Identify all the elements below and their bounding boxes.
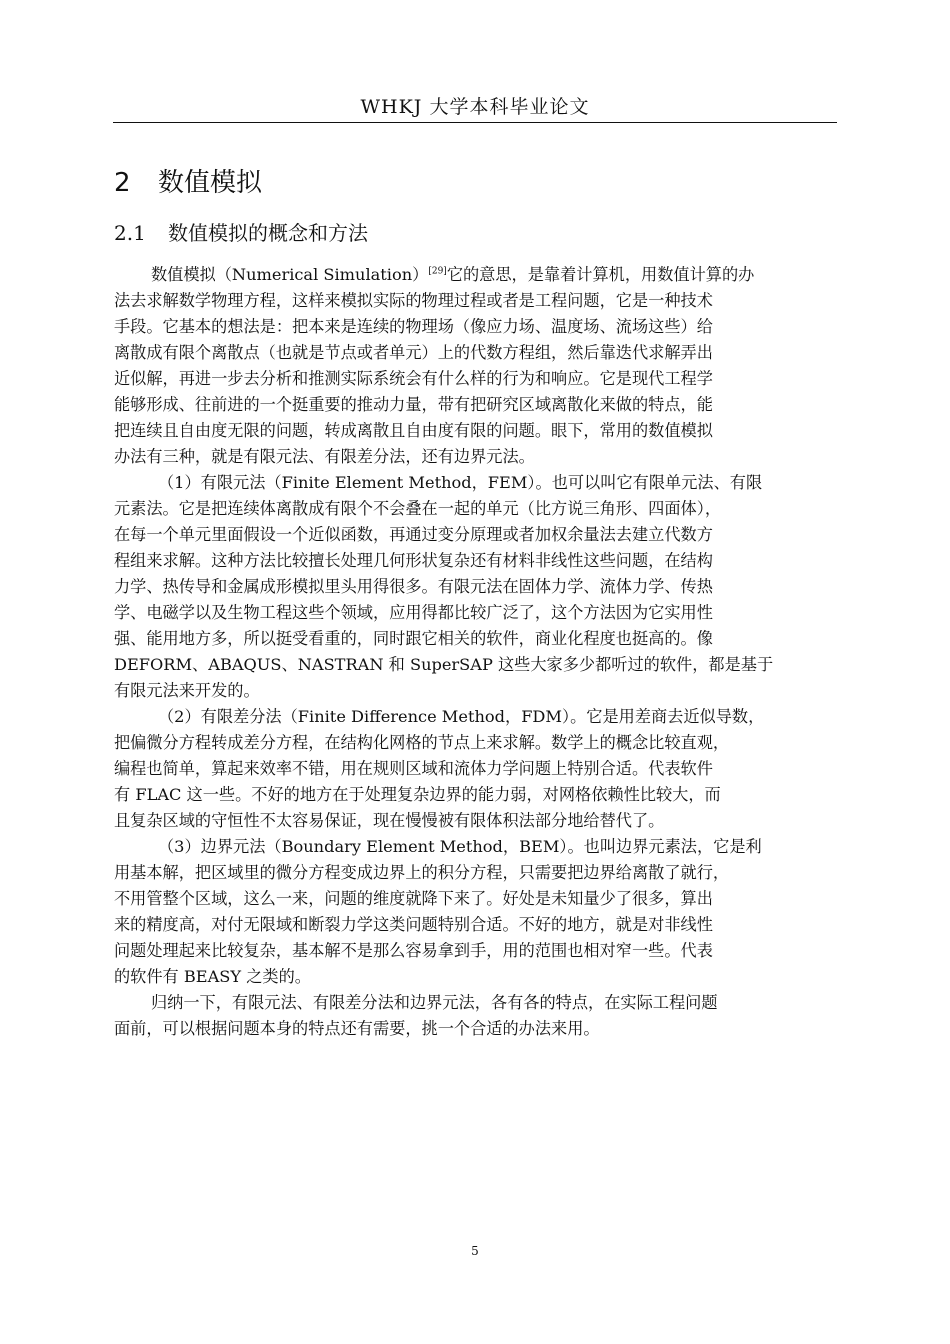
chapter-number: 2 [114, 168, 131, 198]
text-line: 用基本解，把区域里的微分方程变成边界上的积分方程，只需要把边界给离散了就行， [114, 863, 730, 882]
text-line: 程组来求解。这种方法比较擅长处理几何形状复杂还有材料非线性这些问题，在结构 [114, 551, 713, 570]
chapter-title: 数值模拟 [158, 168, 263, 198]
text-line: 有限元法来开发的。 [114, 681, 260, 700]
text-line: DEFORM、ABAQUS、NASTRAN 和 SuperSAP 这些大家多少都听过的软件，都是基于 [114, 655, 774, 674]
text-line: 法去求解数学物理方程，这样来模拟实际的物理过程或者是工程问题，它是一种技术 [114, 291, 713, 310]
paragraph-bem [114, 834, 842, 990]
text-line: 且复杂区域的守恒性不太容易保证，现在慢慢被有限体积法部分地给替代了。 [114, 811, 665, 830]
text-line: （1）有限元法（Finite Element Method，FEM）。也可以叫它有限单元法、有限 [158, 473, 763, 492]
text-line: 问题处理起来比较复杂，基本解不是那么容易拿到手，用的范围也相对窄一些。代表 [114, 941, 713, 960]
page-header: WHKJ 大学本科毕业论文 [360, 96, 590, 118]
text-line: 把连续且自由度无限的问题，转成离散且自由度有限的问题。眼下，常用的数值模拟 [114, 421, 713, 440]
text-line: 办法有三种，就是有限元法、有限差分法，还有边界元法。 [114, 447, 535, 466]
section-heading [114, 218, 368, 248]
text-line: 力学、热传导和金属成形模拟里头用得很多。有限元法在固体力学、流体力学、传热 [114, 577, 713, 596]
text-line [114, 262, 842, 288]
chapter-heading [114, 166, 262, 200]
text-run: 它的意思，是靠着计算机，用数值计算的办 [446, 265, 755, 284]
text-line: 近似解，再进一步去分析和推测实际系统会有什么样的行为和响应。它是现代工程学 [114, 369, 713, 388]
text-line: 强、能用地方多，所以挺受看重的，同时跟它相关的软件，商业化程度也挺高的。像 [114, 629, 713, 648]
text-line: 归纳一下，有限元法、有限差分法和边界元法，各有各的特点，在实际工程问题 [151, 993, 718, 1012]
text-line: 编程也简单，算起来效率不错，用在规则区域和流体力学问题上特别合适。代表软件 [114, 759, 713, 778]
text-line: 的软件有 BEASY 之类的。 [114, 967, 311, 986]
section-title: 数值模拟的概念和方法 [168, 221, 368, 245]
text-run: 数值模拟（Numerical Simulation） [151, 265, 429, 284]
text-line: （2）有限差分法（Finite Difference Method，FDM）。它是用差商去近似导数， [158, 707, 765, 726]
paragraph-summary [114, 990, 842, 1042]
paragraph-fdm [114, 704, 842, 834]
text-line: 在每一个单元里面假设一个近似函数，再通过变分原理或者加权余量法去建立代数方 [114, 525, 713, 544]
paragraph-fem [114, 470, 842, 704]
header-rule [113, 122, 837, 123]
text-line: 离散成有限个离散点（也就是节点或者单元）上的代数方程组，然后靠迭代求解弄出 [114, 343, 713, 362]
page-number: 5 [471, 1244, 479, 1258]
citation-ref: [29] [428, 266, 447, 277]
body-text [114, 262, 842, 1042]
text-line: 不用管整个区域，这么一来，问题的维度就降下来了。好处是未知量少了很多，算出 [114, 889, 713, 908]
text-line: 来的精度高，对付无限域和断裂力学这类问题特别合适。不好的地方，就是对非线性 [114, 915, 713, 934]
text-line: 元素法。它是把连续体离散成有限个不会叠在一起的单元（比方说三角形、四面体）， [114, 499, 722, 518]
text-line: 手段。它基本的想法是：把本来是连续的物理场（像应力场、温度场、流场这些）给 [114, 317, 713, 336]
text-line: （3）边界元法（Boundary Element Method，BEM）。也叫边界元素法，它是利 [158, 837, 762, 856]
section-number: 2.1 [114, 221, 146, 245]
text-line: 面前，可以根据问题本身的特点还有需要，挑一个合适的办法来用。 [114, 1019, 600, 1038]
text-line: 有 FLAC 这一些。不好的地方在于处理复杂边界的能力弱，对网格依赖性比较大，而 [114, 785, 721, 804]
text-line: 学、电磁学以及生物工程这些个领域，应用得都比较广泛了，这个方法因为它实用性 [114, 603, 713, 622]
text-line: 把偏微分方程转成差分方程，在结构化网格的节点上来求解。数学上的概念比较直观， [114, 733, 730, 752]
paragraph-numerical-simulation [114, 262, 842, 470]
text-line: 能够形成、往前进的一个挺重要的推动力量，带有把研究区域离散化来做的特点，能 [114, 395, 713, 414]
